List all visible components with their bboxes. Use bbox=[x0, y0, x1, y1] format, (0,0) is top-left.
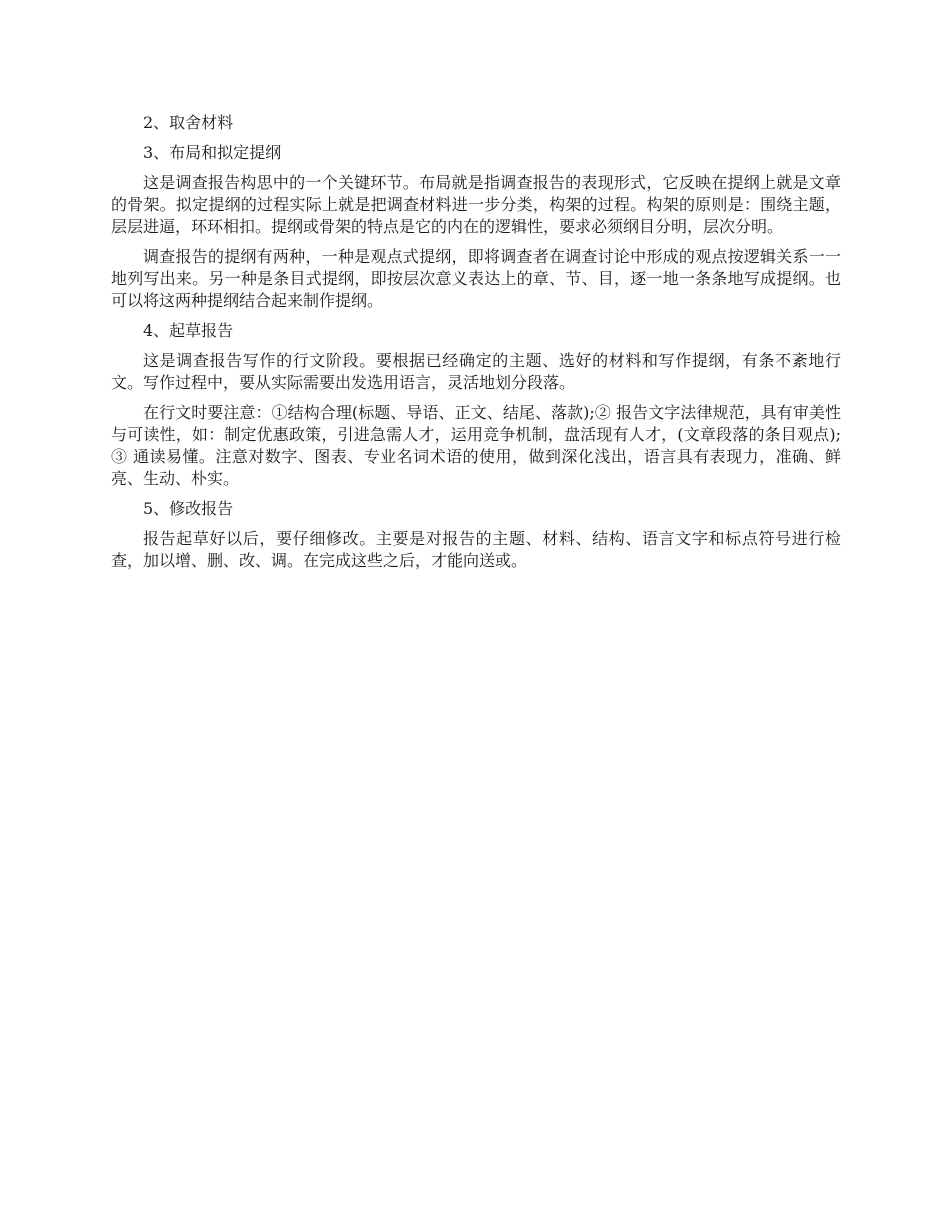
paragraph-drafting-stage: 这是调查报告写作的行文阶段。要根据已经确定的主题、选好的材料和写作提纲，有条不紊地行文。写作过程中，要从实际需要出发选用语言，灵活地划分段落。 bbox=[111, 351, 841, 392]
document-page bbox=[111, 112, 841, 580]
paragraph-outline-types: 调查报告的提纲有两种，一种是观点式提纲，即将调查者在调查讨论中形成的观点按逻辑关系一一地列写出来。另一种是条目式提纲，即按层次意义表达上的章、节、目，逐一地一条条地写成提纲。也可以将这两种提纲结合起来制作提纲。 bbox=[111, 247, 841, 310]
section-heading-revise-report: 5、修改报告 bbox=[143, 499, 234, 518]
section-heading-layout-outline: 3、布局和拟定提纲 bbox=[143, 143, 282, 162]
section-heading-draft-report: 4、起草报告 bbox=[143, 321, 234, 340]
paragraph-writing-notes: 在行文时要注意：①结构合理(标题、导语、正文、结尾、落款);② 报告文字法律规范，具有审美性与可读性，如：制定优惠政策，引进急需人才，运用竞争机制，盘活现有人才，(文章段落的条目观点);③ 通读易懂。注意对数字、图表、专业名词术语的使用，做到深化浅出，语言具有表现力，准确、鲜亮、生动、朴实。 bbox=[111, 403, 841, 488]
paragraph-revision: 报告起草好以后，要仔细修改。主要是对报告的主题、材料、结构、语言文字和标点符号进行检查，加以增、删、改、调。在完成这些之后，才能向送或。 bbox=[111, 529, 841, 570]
section-heading-select-materials: 2、取舍材料 bbox=[143, 113, 234, 132]
paragraph-layout-description: 这是调查报告构思中的一个关键环节。布局就是指调查报告的表现形式，它反映在提纲上就是文章的骨架。拟定提纲的过程实际上就是把调查材料进一步分类，构架的过程。构架的原则是：围绕主题，层层进逼，环环相扣。提纲或骨架的特点是它的内在的逻辑性，要求必须纲目分明，层次分明。 bbox=[111, 173, 841, 236]
